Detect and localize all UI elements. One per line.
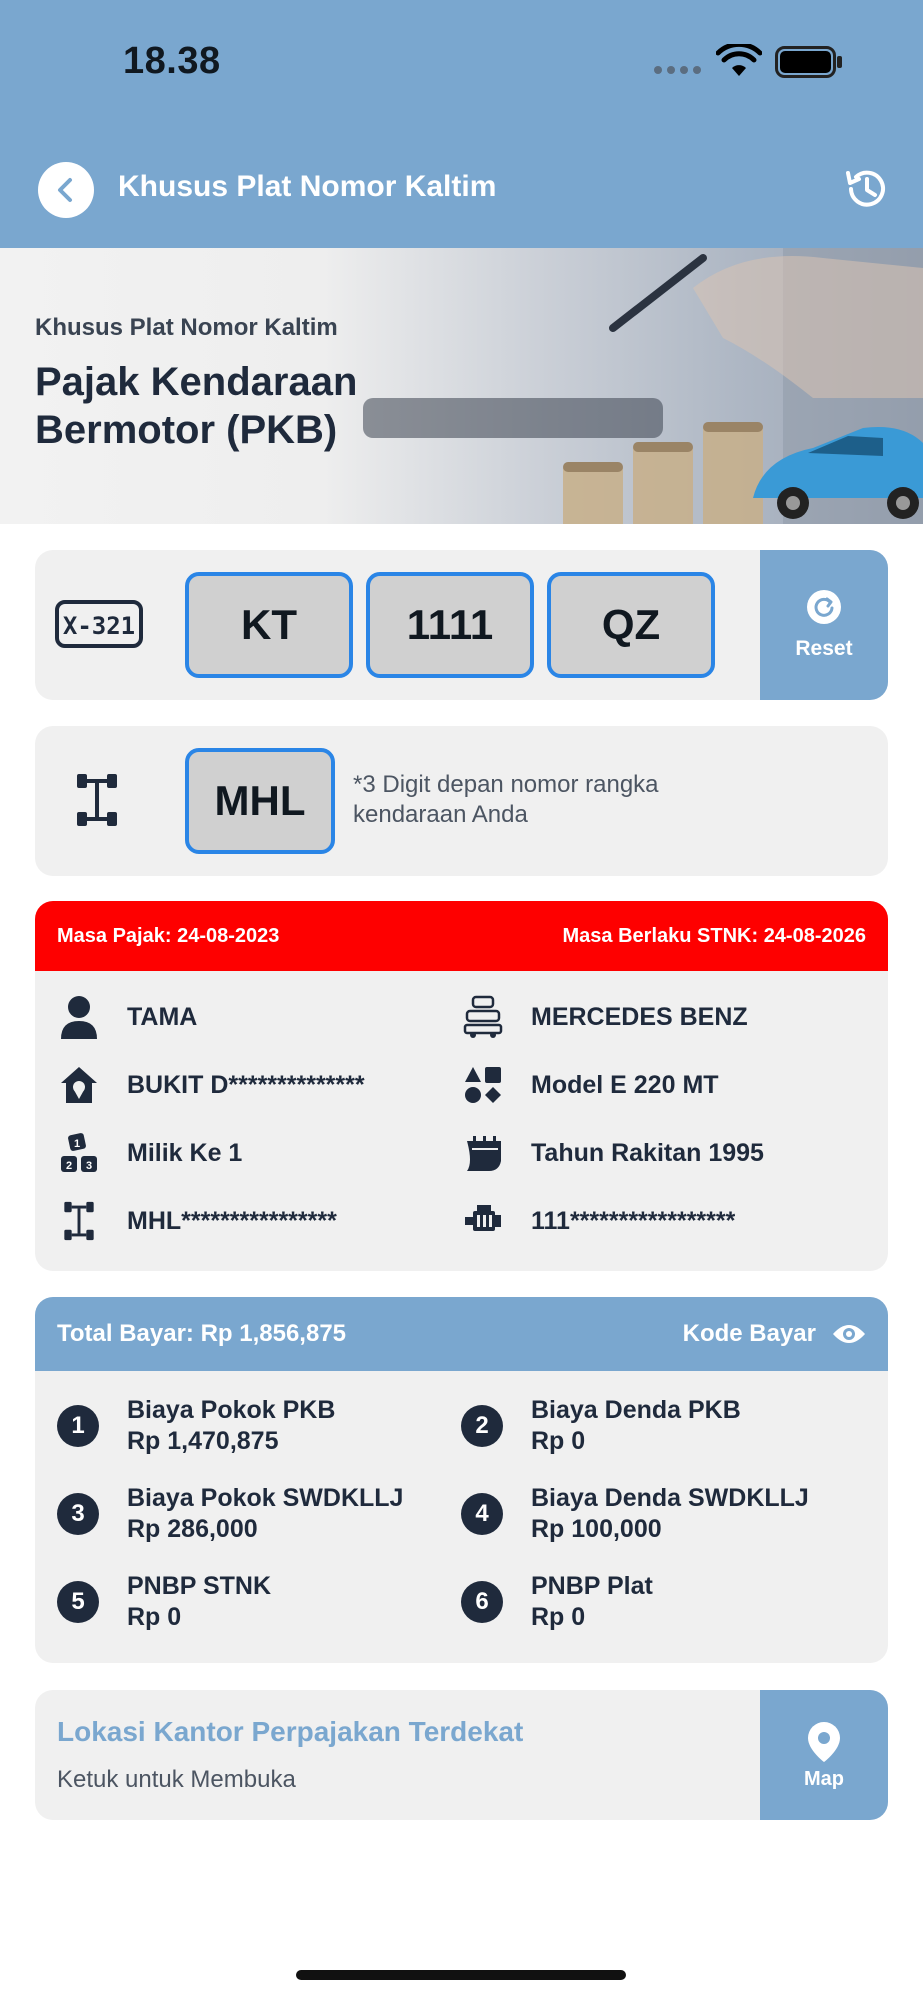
fee-label: Biaya Pokok PKB	[127, 1396, 336, 1424]
svg-text:3: 3	[85, 1160, 93, 1172]
fee-item	[461, 1395, 741, 1457]
map-pin-icon	[804, 1720, 844, 1764]
chassis-icon	[61, 1199, 97, 1243]
fee-item	[461, 1571, 653, 1633]
refresh-icon	[806, 589, 842, 625]
fee-value: Rp 286,000	[127, 1515, 258, 1543]
fee-item	[461, 1483, 809, 1545]
vehicle-model: Model E 220 MT	[531, 1070, 719, 1099]
brand-row	[461, 995, 871, 1039]
back-button[interactable]	[38, 162, 94, 218]
show-payment-code-button[interactable]	[683, 1320, 866, 1348]
engine-icon	[463, 1203, 503, 1239]
fee-value: Rp 100,000	[531, 1515, 662, 1543]
history-icon[interactable]	[842, 165, 890, 213]
page-title: Khusus Plat Nomor Kaltim	[118, 170, 497, 203]
vehicles-icon	[463, 995, 503, 1039]
reset-label: Reset	[795, 637, 853, 660]
map-button[interactable]	[760, 1690, 888, 1820]
vehicle-brand: MERCEDES BENZ	[531, 1002, 748, 1031]
fee-number-badge: 6	[461, 1581, 503, 1623]
status-time: 18.38	[123, 40, 221, 82]
hero-subtitle: Khusus Plat Nomor Kaltim	[35, 314, 338, 341]
fee-value: Rp 0	[531, 1427, 586, 1455]
fee-number-badge: 1	[57, 1405, 99, 1447]
license-plate-icon	[55, 600, 143, 648]
chassis-row	[57, 1199, 479, 1243]
fee-label: PNBP Plat	[531, 1572, 653, 1600]
home-indicator[interactable]	[296, 1970, 626, 1980]
fee-label: PNBP STNK	[127, 1572, 272, 1600]
plate-number-input[interactable]: 1111	[366, 572, 534, 678]
owner-row	[57, 995, 457, 1039]
svg-text:2: 2	[65, 1160, 73, 1172]
vehicle-info-card	[35, 901, 888, 1271]
fee-number-badge: 4	[461, 1493, 503, 1535]
plate-suffix-input[interactable]: QZ	[547, 572, 715, 678]
fee-value: Rp 0	[531, 1603, 586, 1631]
nearest-office-title: Lokasi Kantor Perpajakan Terdekat	[57, 1716, 524, 1747]
fee-number-badge: 5	[57, 1581, 99, 1623]
user-icon	[59, 995, 99, 1039]
hero-title: Pajak Kendaraan Bermotor (PKB)	[35, 360, 358, 452]
owner-address: BUKIT D**************	[127, 1070, 365, 1099]
svg-text:1: 1	[73, 1138, 81, 1150]
total-payment: Total Bayar: Rp 1,856,875	[57, 1320, 347, 1347]
chevron-left-icon	[53, 177, 79, 203]
fee-item	[57, 1571, 271, 1633]
shapes-icon	[463, 1065, 503, 1105]
fee-label: Biaya Denda SWDKLLJ	[531, 1484, 809, 1512]
stnk-validity: Masa Berlaku STNK: 24-08-2026	[562, 924, 866, 947]
map-label: Map	[804, 1767, 844, 1790]
eye-icon	[832, 1322, 866, 1346]
cellular-signal-icon	[654, 66, 701, 74]
fee-number-badge: 2	[461, 1405, 503, 1447]
app-header	[0, 0, 923, 248]
plate-region-input[interactable]: KT	[185, 572, 353, 678]
fee-value: Rp 1,470,875	[127, 1427, 279, 1455]
payment-code-label: Kode Bayar	[682, 1320, 816, 1347]
chassis-icon	[73, 770, 121, 830]
payment-header	[35, 1297, 888, 1371]
plate-number-card	[35, 550, 888, 700]
address-row	[57, 1063, 457, 1107]
chassis-code-card	[35, 726, 888, 876]
ownership-order: Milik Ke 1	[127, 1138, 243, 1167]
year-row	[461, 1131, 871, 1175]
reset-button[interactable]	[760, 550, 888, 700]
home-location-icon	[59, 1065, 99, 1105]
ownership-row	[57, 1131, 457, 1175]
wifi-icon	[716, 44, 762, 78]
nearest-office-card[interactable]	[35, 1690, 888, 1820]
fee-value: Rp 0	[127, 1603, 182, 1631]
owner-name: TAMA	[127, 1002, 198, 1031]
payment-card	[35, 1297, 888, 1663]
assembly-year: Tahun Rakitan 1995	[531, 1138, 764, 1167]
chassis-number: MHL****************	[127, 1206, 337, 1235]
chassis-code-hint: *3 Digit depan nomor rangka kendaraan Anda	[353, 771, 659, 828]
fee-label: Biaya Denda PKB	[531, 1396, 741, 1424]
engine-row	[461, 1199, 873, 1243]
model-row	[461, 1063, 871, 1107]
fee-label: Biaya Pokok SWDKLLJ	[127, 1484, 404, 1512]
hero-banner	[0, 248, 923, 524]
fee-number-badge: 3	[57, 1493, 99, 1535]
engine-number: 111*****************	[531, 1206, 736, 1235]
tax-period-header	[35, 901, 888, 971]
chassis-code-input[interactable]: MHL	[185, 748, 335, 854]
fee-item	[57, 1483, 403, 1545]
battery-icon	[775, 46, 843, 78]
tax-period: Masa Pajak: 24-08-2023	[57, 924, 280, 947]
fee-item	[57, 1395, 335, 1457]
nearest-office-subtitle: Ketuk untuk Membuka	[57, 1766, 296, 1793]
svg-text:X-321: X-321	[62, 612, 136, 640]
calendar-icon	[463, 1133, 503, 1173]
number-blocks-icon	[59, 1132, 99, 1174]
